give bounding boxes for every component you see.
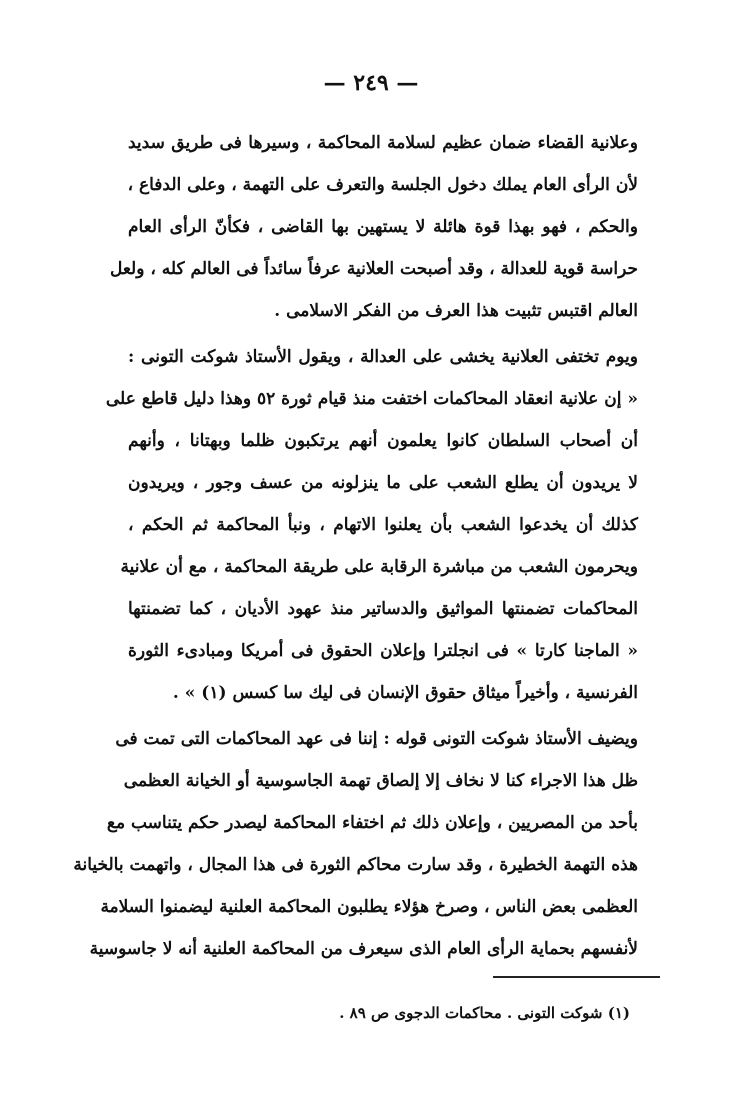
text-line: ويحرمون الشعب من مباشرة الرقابة على طريقة المحاكمة ، مع أن علانية [120,557,638,577]
text-line: « الماجنا كارتا » فى انجلترا وإعلان الحقوق فى أمريكا ومبادىء الثورة [128,641,638,661]
text-line: الفرنسية ، وأخيراً ميثاق حقوق الإنسان فى ليك سا كسس (١) » . [172,683,638,703]
text-line: هذه التهمة الخطيرة ، وقد سارت محاكم الثورة فى هذا المجال ، واتهمت بالخيانة [73,855,638,875]
footnote: (١) شوكت التونى . محاكمات الدجوى ص ٨٩ . [339,1004,630,1022]
text-line: أن أصحاب السلطان كانوا يعلمون أنهم يرتكبون ظلما وبهتانا ، وأنهم [128,431,638,451]
paragraph-3 [73,718,638,970]
footnote-divider [493,976,660,978]
text-line: ظل هذا الاجراء كنا لا نخاف إلا إلصاق تهمة الجاسوسية أو الخيانة العظمى [123,771,638,791]
text-line: ويوم تختفى العلانية يخشى على العدالة ، ويقول الأستاذ شوكت التونى : [128,347,638,367]
text-line: العظمى بعض الناس ، وصرخ هؤلاء يطلبون المحاكمة العلنية ليضمنوا السلامة [100,897,638,917]
text-line: لا يريدون أن يطلع الشعب على ما ينزلونه من عسف وجور ، ويريدون [128,473,638,493]
text-line: والحكم ، فهو بهذا قوة هائلة لا يستهين بها القاضى ، فكأنّ الرأى العام [128,217,638,237]
text-line: العالم اقتبس تثبيت هذا العرف من الفكر الاسلامى . [274,301,638,321]
text-line: المحاكمات تضمنتها المواثيق والدساتير منذ عهود الأديان ، كما تضمنتها [128,599,638,619]
text-line: لأن الرأى العام يملك دخول الجلسة والتعرف على التهمة ، وعلى الدفاع ، [127,175,638,195]
paragraph-2 [105,336,638,714]
text-line: بأحد من المصريين ، وإعلان ذلك ثم اختفاء المحاكمة ليصدر حكم يتناسب مع [106,813,638,833]
text-line: لأنفسهم بحماية الرأى العام الذى سيعرف من المحاكمة العلنية أنه لا جاسوسية [89,939,638,959]
text-line: حراسة قوية للعدالة ، وقد أصبحت العلانية عرفاً سائداً فى العالم كله ، ولعل [109,259,638,279]
text-line: كذلك أن يخدعوا الشعب بأن يعلنوا الاتهام ، ونبأ المحاكمة ثم الحكم ، [128,515,638,535]
text-line: وعلانية القضاء ضمان عظيم لسلامة المحاكمة ، وسيرها فى طريق سديد [128,133,638,153]
text-line: ويضيف الأستاذ شوكت التونى قوله : إننا فى عهد المحاكمات التى تمت فى [115,729,638,749]
paragraph-1 [109,122,638,332]
page-number: — ٢٤٩ — [323,70,419,96]
text-line: « إن علانية انعقاد المحاكمات اختفت منذ قيام ثورة ٥٢ وهذا دليل قاطع على [105,389,638,409]
